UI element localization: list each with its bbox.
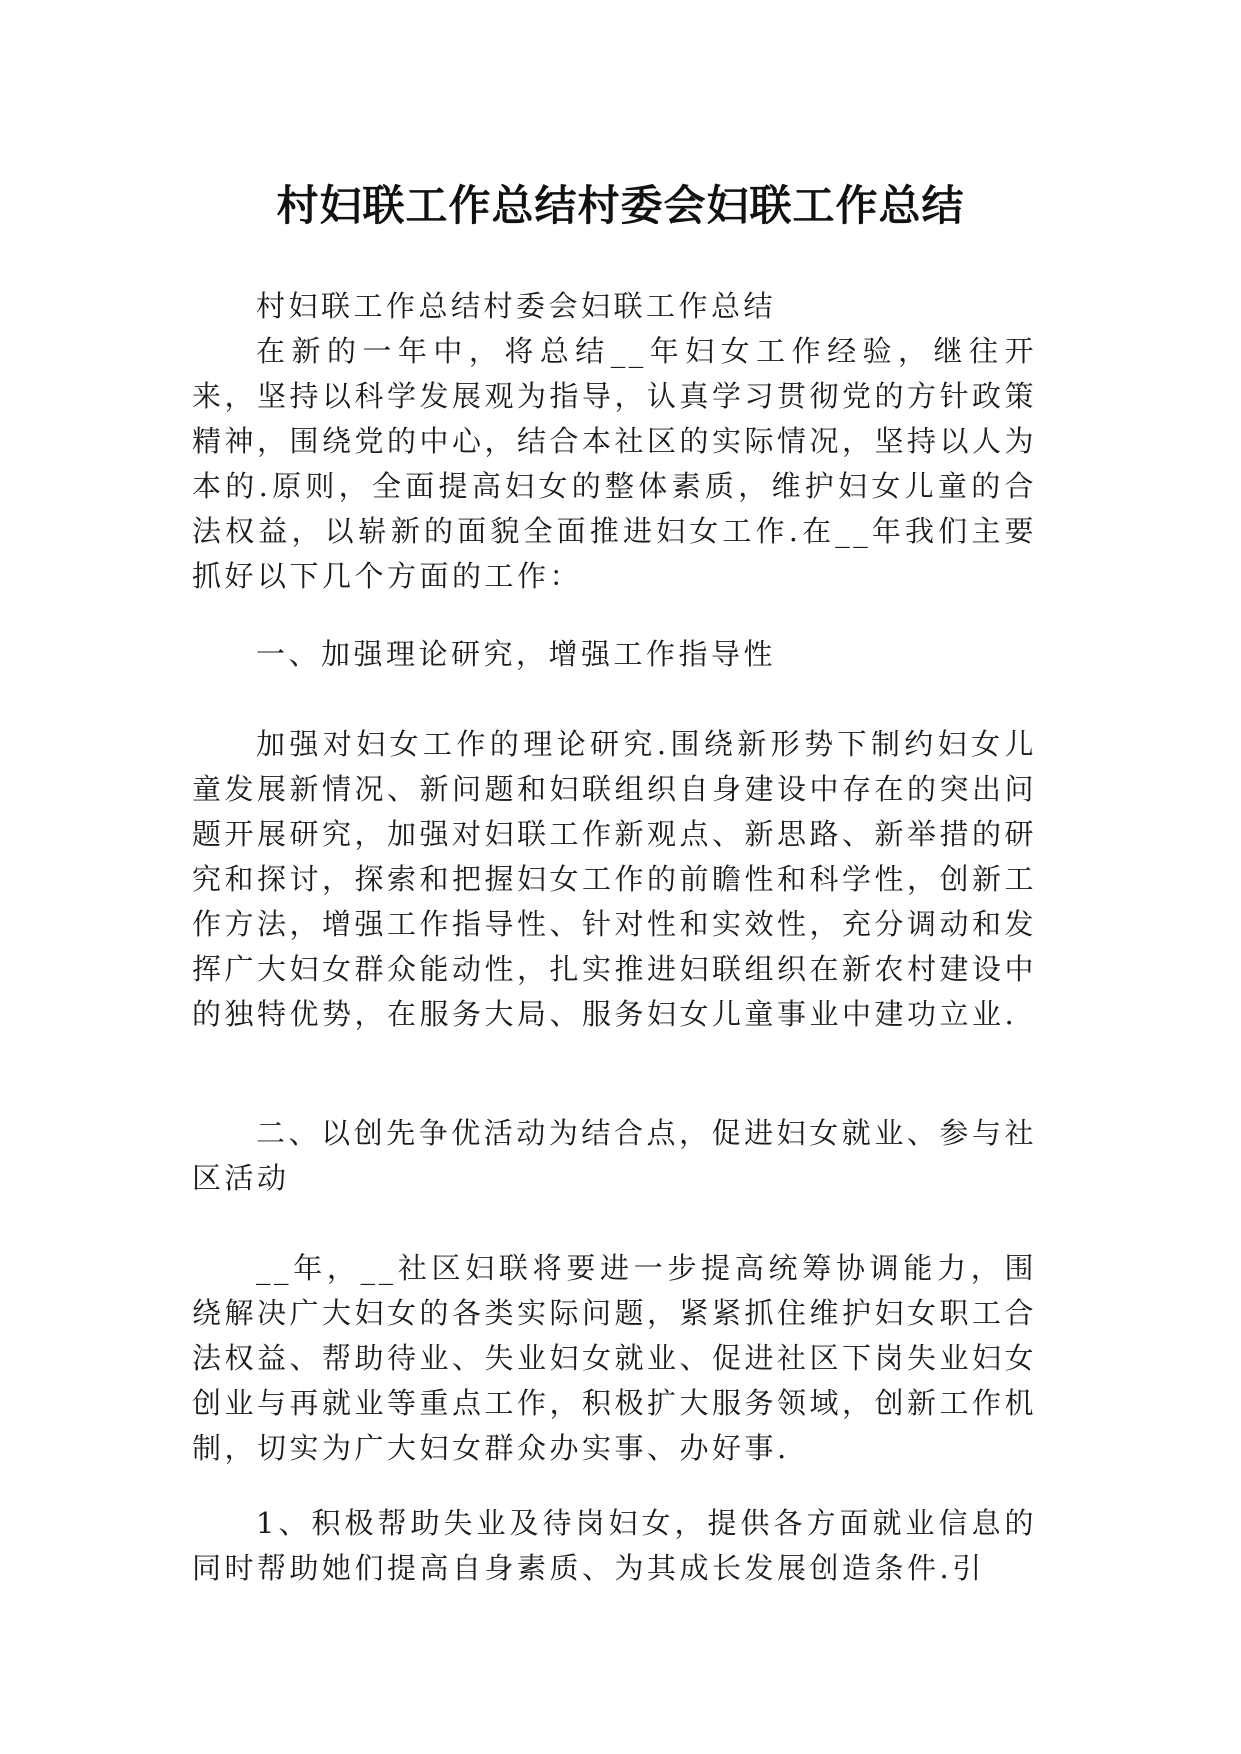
paragraph-item-1: 1、积极帮助失业及待岗妇女，提供各方面就业信息的同时帮助她们提高自身素质、为其成长发展创造条件.引 (192, 1506, 1037, 1585)
section-heading-1: 一、加强理论研究，增强工作指导性 (256, 637, 777, 671)
paragraph-section-1: 加强对妇女工作的理论研究.围绕新形势下制约妇女儿童发展新情况、新问题和妇联组织自身建设中存在的突出问题开展研究，加强对妇联工作新观点、新思路、新举措的研究和探讨，探索和把握妇女工作的前瞻性和科学性，创新工作方法，增强工作指导性、针对性和实效性，充分调动和发挥广大妇女群众能动性，扎实推进妇联组织在新农村建设中的独特优势，在服务大局、服务妇女儿童事业中建功立业. (192, 727, 1038, 1031)
paragraph-section-2: __年，__社区妇联将要进一步提高统筹协调能力，围绕解决广大妇女的各类实际问题，紧紧抓住维护妇女职工合法权益、帮助待业、失业妇女就业、促进社区下岗失业妇女创业与再就业等重点工作，积极扩大服务领域，创新工作机制，切实为广大妇女群众办实事、办好事. (192, 1251, 1038, 1465)
document-title: 村妇联工作总结村委会妇联工作总结 (276, 181, 965, 230)
paragraph-subtitle: 村妇联工作总结村委会妇联工作总结 (256, 289, 777, 323)
section-heading-2: 二、以创先争优活动为结合点，促进妇女就业、参与社区活动 (192, 1116, 1037, 1195)
paragraph-intro: 在新的一年中，将总结__年妇女工作经验，继往开来，坚持以科学发展观为指导，认真学习贯彻党的方针政策精神，围绕党的中心，结合本社区的实际情况，坚持以人为本的.原则，全面提高妇女的整体素质，维护妇女儿童的合法权益，以崭新的面貌全面推进妇女工作.在__年我们主要抓好以下几个方面的工作： (192, 334, 1038, 593)
